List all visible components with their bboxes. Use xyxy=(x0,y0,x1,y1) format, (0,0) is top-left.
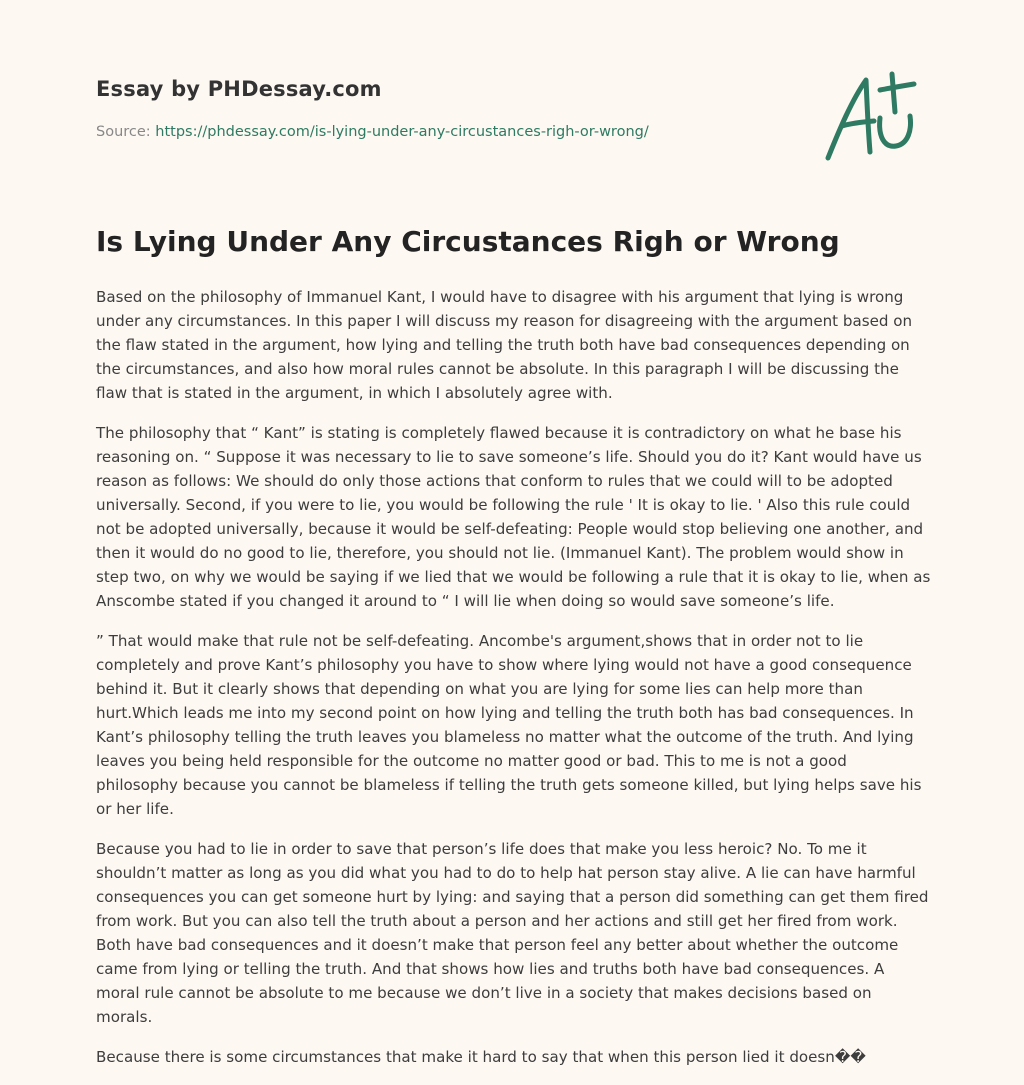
site-brand: Essay by PHDessay.com xyxy=(96,77,382,101)
essay-paragraph: Because you had to lie in order to save that person’s life does that make you less heroic? No. To me it shouldn’t matter as long as you did what you had to do to help hat person stay alive. A lie can have harmful consequences you can get someone hurt by lying: and saying that a person did something can get them fired from work. But you can also tell the truth about a person and her actions and still get her fired from work. Both have bad consequences and it doesn’t make that person feel any better about whether the outcome came from lying or telling the truth. And that shows how lies and truths both have bad consequences. A moral rule cannot be absolute to me because we don’t live in a society that makes decisions based on morals. xyxy=(96,840,929,1026)
source-link[interactable]: https://phdessay.com/is-lying-under-any-circustances-righ-or-wrong/ xyxy=(155,124,649,140)
essay-paragraph: The philosophy that “ Kant” is stating is completely flawed because it is contradictory on what he base his reasoning on. “ Suppose it was necessary to lie to save someone’s life. Should you do it? Kant would have us reason as follows: We should do only those actions that conform to rules that we could will to be adopted universally. Second, if you were to lie, you would be following the rule ' It is okay to lie. ' Also this rule could not be adopted universally, because it would be self-defeating: People would stop believing one another, and then it would do no good to lie, therefore, you should not lie. (Immanuel Kant). The problem would show in step two, on why we would be saying if we lied that we would be following a rule that it is okay to lie, when as Anscombe stated if you changed it around to “ I will lie when doing so would save someone’s life. xyxy=(96,424,931,610)
essay-paragraph: Based on the philosophy of Immanuel Kant, I would have to disagree with his argument that lying is wrong under any circumstances. In this paper I will discuss my reason for disagreeing with the argument based on the flaw stated in the argument, how lying and telling the truth both have bad consequences depending on the circumstances, and also how moral rules cannot be absolute. In this paragraph I will be discussing the flaw that is stated in the argument, in which I absolutely agree with. xyxy=(96,288,913,402)
a-plus-logo-icon xyxy=(818,66,930,166)
source-line xyxy=(96,124,649,140)
essay-body xyxy=(96,285,932,1085)
essay-paragraph: ” That would make that rule not be self-defeating. Ancombe's argument,shows that in order not to lie completely and prove Kant’s philosophy you have to show where lying would not have a good consequence behind it. But it clearly shows that depending on what you are lying for some lies can help more than hurt.Which leads me into my second point on how lying and telling the truth both has bad consequences. In Kant’s philosophy telling the truth leaves you blameless no matter what the outcome of the truth. And lying leaves you being held responsible for the outcome no matter good or bad. This to me is not a good philosophy because you cannot be blameless if telling the truth gets someone killed, but lying helps save his or her life. xyxy=(96,632,922,818)
source-label: Source: xyxy=(96,124,156,140)
essay-paragraph: Because there is some circumstances that make it hard to say that when this person lied it doesn�� xyxy=(96,1048,866,1066)
essay-title: Is Lying Under Any Circustances Righ or Wrong xyxy=(96,225,840,258)
